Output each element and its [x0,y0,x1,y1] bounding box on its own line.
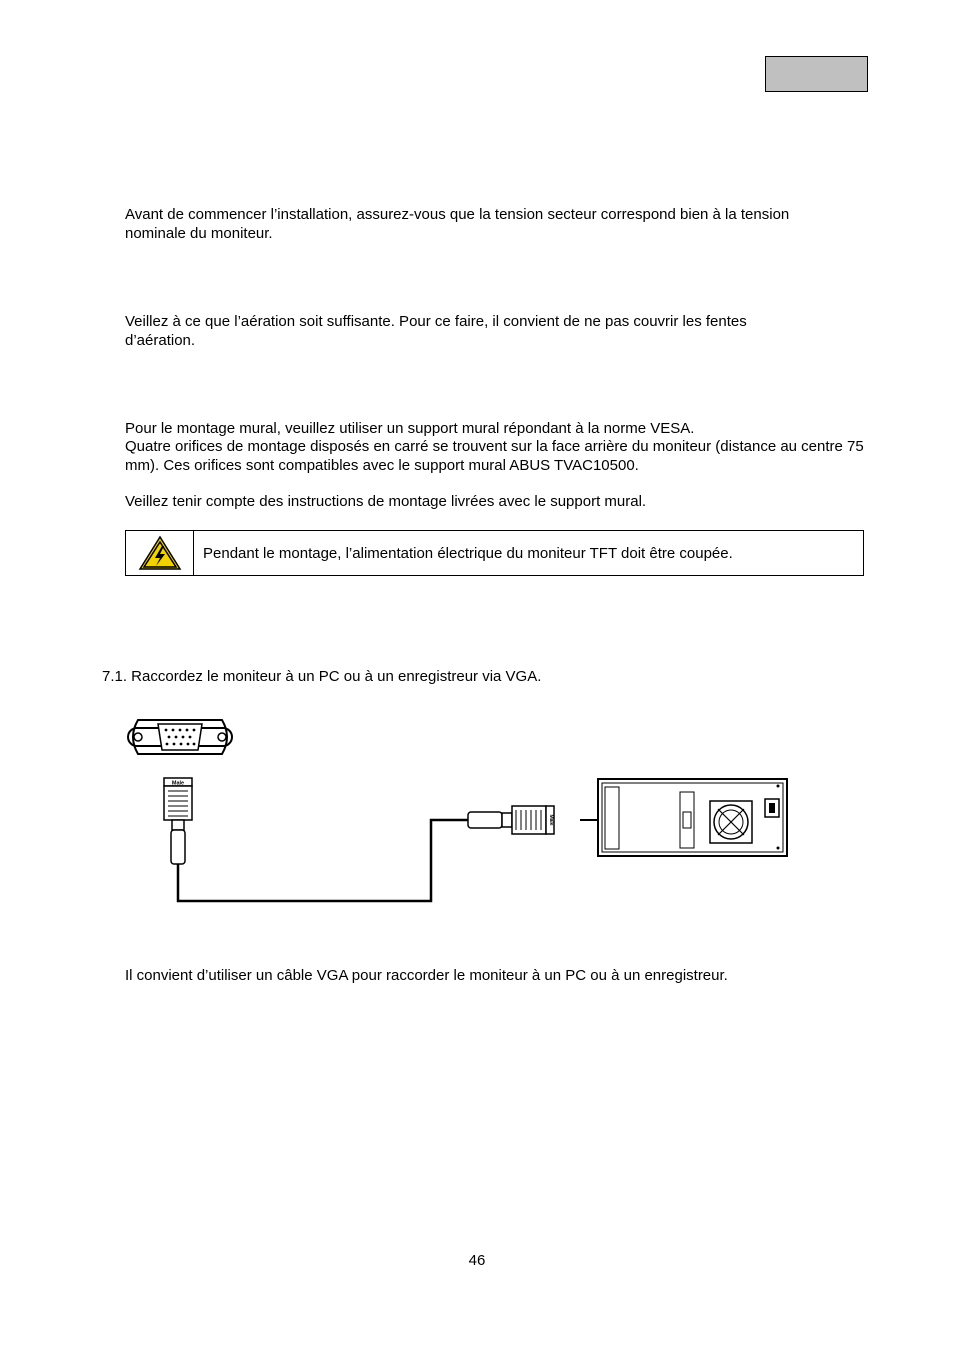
warning-box [125,530,864,576]
power-socket-icon [765,799,779,817]
vga-plug-right [468,806,554,834]
device-rear-panel [598,779,787,856]
vga-port-front-view [128,720,232,754]
warning-icon-cell [126,531,194,575]
step-7-1-text: 7.1. Raccordez le moniteur à un PC ou à un enregistreur via VGA. [102,668,542,685]
vga-description: Il convient d’utiliser un câble VGA pour raccorder le moniteur à un PC ou à un enregistreur. [125,967,728,984]
vga-connection-diagram [120,712,800,912]
vga-cable [178,820,468,901]
warning-text: Pendant le montage, l’alimentation électrique du moniteur TFT doit être coupée. [203,544,733,562]
language-tab-marker [765,56,868,92]
high-voltage-icon [138,535,182,571]
fan-icon [710,801,752,843]
page-number: 46 [468,1252,486,1269]
voltage-paragraph: Avant de commencer l’installation, assurez-vous que la tension secteur correspond bien à la tension nominale du moniteur. [125,206,790,242]
ventilation-paragraph: Veillez à ce que l’aération soit suffisante. Pour ce faire, il convient de ne pas couvrir les fentes d’aération. [125,313,747,349]
plug-label-right: Male [548,814,554,826]
instructions-paragraph: Veillez tenir compte des instructions de montage livrées avec le support mural. [125,493,647,510]
plug-label-left: Male [171,780,185,787]
wall-mount-line2: Quatre orifices de montage disposés en carré se trouvent sur la face arrière du moniteur (distance au centre 75 mm). Ces orifices sont compatibles avec le support mural ABUS TVAC10500. [125,438,864,474]
vga-plug-left [164,778,192,864]
wall-mount-line1: Pour le montage mural, veuillez utiliser un support mural répondant à la norme VESA. [125,420,695,437]
